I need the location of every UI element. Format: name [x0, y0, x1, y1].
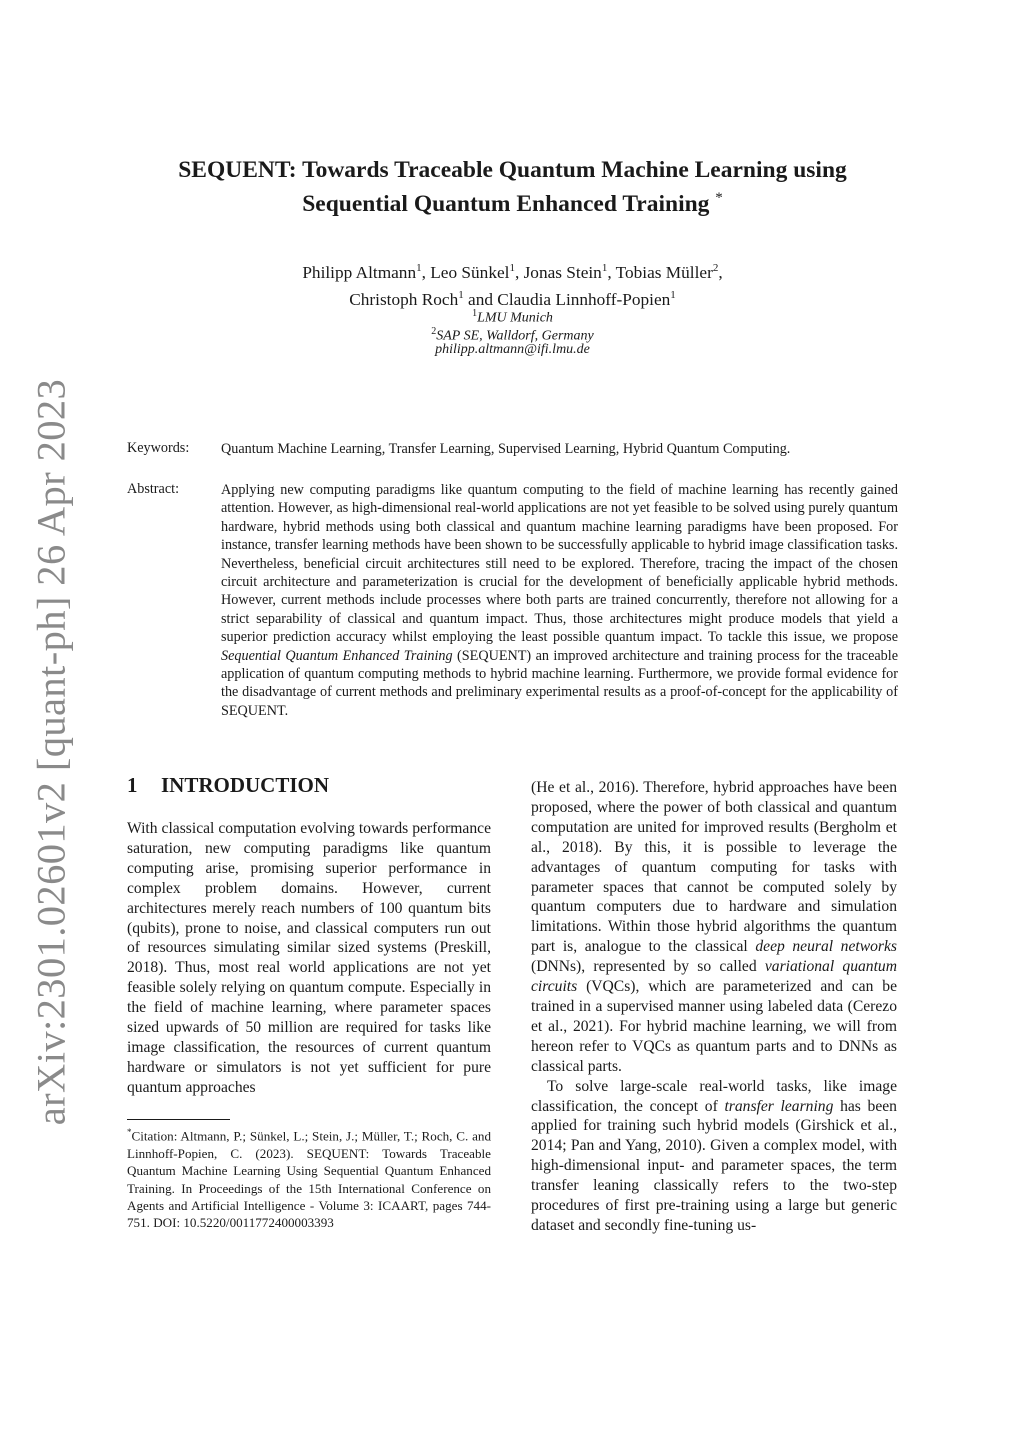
intro-left-column: With classical computation evolving towards performance saturation, new computing paradigms like quantum computing arise, promising superior performance in complex problem domains. However, current architectures merely reach numbers of 100 quantum bits (qubits), prone to noise, and classical computers run out of resources simulating similar sized systems (Preskill, 2018). Thus, most real world applications are not yet feasible solely relying on quantum compute. Especially in the field of machine learning, where parameter spaces sized upwards of 50 million are required for tasks like image classification, the resources of current quantum hardware or simulators is not yet sufficient for pure quantum approaches	[127, 820, 491, 1096]
author-list	[120, 257, 905, 311]
arxiv-stamp-text: arXiv:2301.02601v2 [quant-ph] 26 Apr 2023	[28, 378, 74, 1126]
author-email: philipp.altmann@ifi.lmu.de	[435, 342, 590, 357]
title-line-1: SEQUENT: Towards Traceable Quantum Machine Learning using	[178, 157, 847, 183]
authors-line-2: Christoph Roch$^1$ and Claudia Linnhoff-Popien$^1$	[349, 288, 676, 309]
section-title: INTRODUCTION	[161, 773, 330, 797]
affiliation-1: $^1$LMU Munich	[472, 308, 553, 326]
affiliation-2: $^2$SAP SE, Walldorf, Germany	[431, 326, 594, 344]
authors-line-1: Philipp Altmann$^1$, Leo Sünkel$^1$, Jonas Stein$^1$, Tobias Müller$^2$,	[302, 262, 723, 282]
keywords-text: Quantum Machine Learning, Transfer Learning, Supervised Learning, Hybrid Quantum Computing.	[221, 441, 791, 457]
abstract-text: Applying new computing paradigms like quantum computing to the field of machine learning has recently gained attention. However, as high-dimensional real-world applications are not yet feasible to be solved using purely quantum hardware, hybrid methods using both classical and quantum machine learning paradigms have been proposed. For instance, transfer learning methods have been shown to be successfully applicable to hybrid image classification tasks. Nevertheless, beneficial circuit architectures still need to be explored. Therefore, tracing the impact of the chosen circuit architecture and parameterization is crucial for the development of beneficially applicable hybrid methods. However, current methods include processes where both parts are trained concurrently, therefore not allowing for a strict separability of classical and quantum impact. Thus, those architectures might produce models that yield a superior prediction accuracy whilst employing the least possible quantum impact. To tackle this issue, we propose Sequential Quantum Enhanced Training (SEQUENT) an improved architecture and training process for the traceable application of quantum computing methods to hybrid machine learning. Furthermore, we provide formal evidence for the disadvantage of current methods and preliminary experimental results as a proof-of-concept for the applicability of SEQUENT.	[221, 482, 898, 719]
citation-footnote: *Citation: Altmann, P.; Sünkel, L.; Stein, J.; Müller, T.; Roch, C. and Linnhoff-Popien, C. (2023). SEQUENT: Towards Traceable Quantum Machine Learning Using Sequential Quantum Enhanced Training. In Proceedings of the 15th International Conference on Agents and Artificial Intelligence - Volume 3: ICAART, pages 744-751. DOI: 10.5220/0011772400003393	[127, 1127, 491, 1231]
section-number: 1	[127, 773, 138, 797]
footnote-divider	[127, 1119, 230, 1120]
intro-paragraph-1: (He et al., 2016). Therefore, hybrid approaches have been proposed, where the power of both classical and quantum computation are united for improved results (Bergholm et al., 2018). By this, it is possible to leverage the advantages of quantum computing for tasks with parameter spaces that cannot be computed solely by quantum computers due to hardware and simulation limitations. Within those hybrid algorithms the quantum part is, analogue to the classical deep neural networks (DNNs), represented by so called variational quantum circuits (VQCs), which are parameterized and can be trained in a supervised manner using labeled data (Cerezo et al., 2021). For hybrid machine learning, we will from hereon refer to VQCs as quantum parts and to DNNs as classical parts.	[531, 779, 897, 1075]
section-heading-introduction	[127, 773, 329, 798]
paper-title	[120, 156, 905, 218]
keywords-label: Keywords:	[127, 440, 190, 456]
intro-right-column	[531, 778, 897, 1236]
title-line-2: Sequential Quantum Enhanced Training *	[302, 190, 723, 217]
intro-paragraph-2: To solve large-scale real-world tasks, like image classification, the concept of transfer learning has been applied for training such hybrid models (Girshick et al., 2014; Pan and Yang, 2010). Given a complex model, with high-dimensional input- and parameter spaces, the term transfer leaning classically refers to the two-step procedures of first pre-training using a large but generic dataset and secondly fine-tuning us-	[531, 1077, 897, 1234]
abstract-label: Abstract:	[127, 481, 180, 497]
title-footnote-mark: *	[715, 190, 723, 206]
